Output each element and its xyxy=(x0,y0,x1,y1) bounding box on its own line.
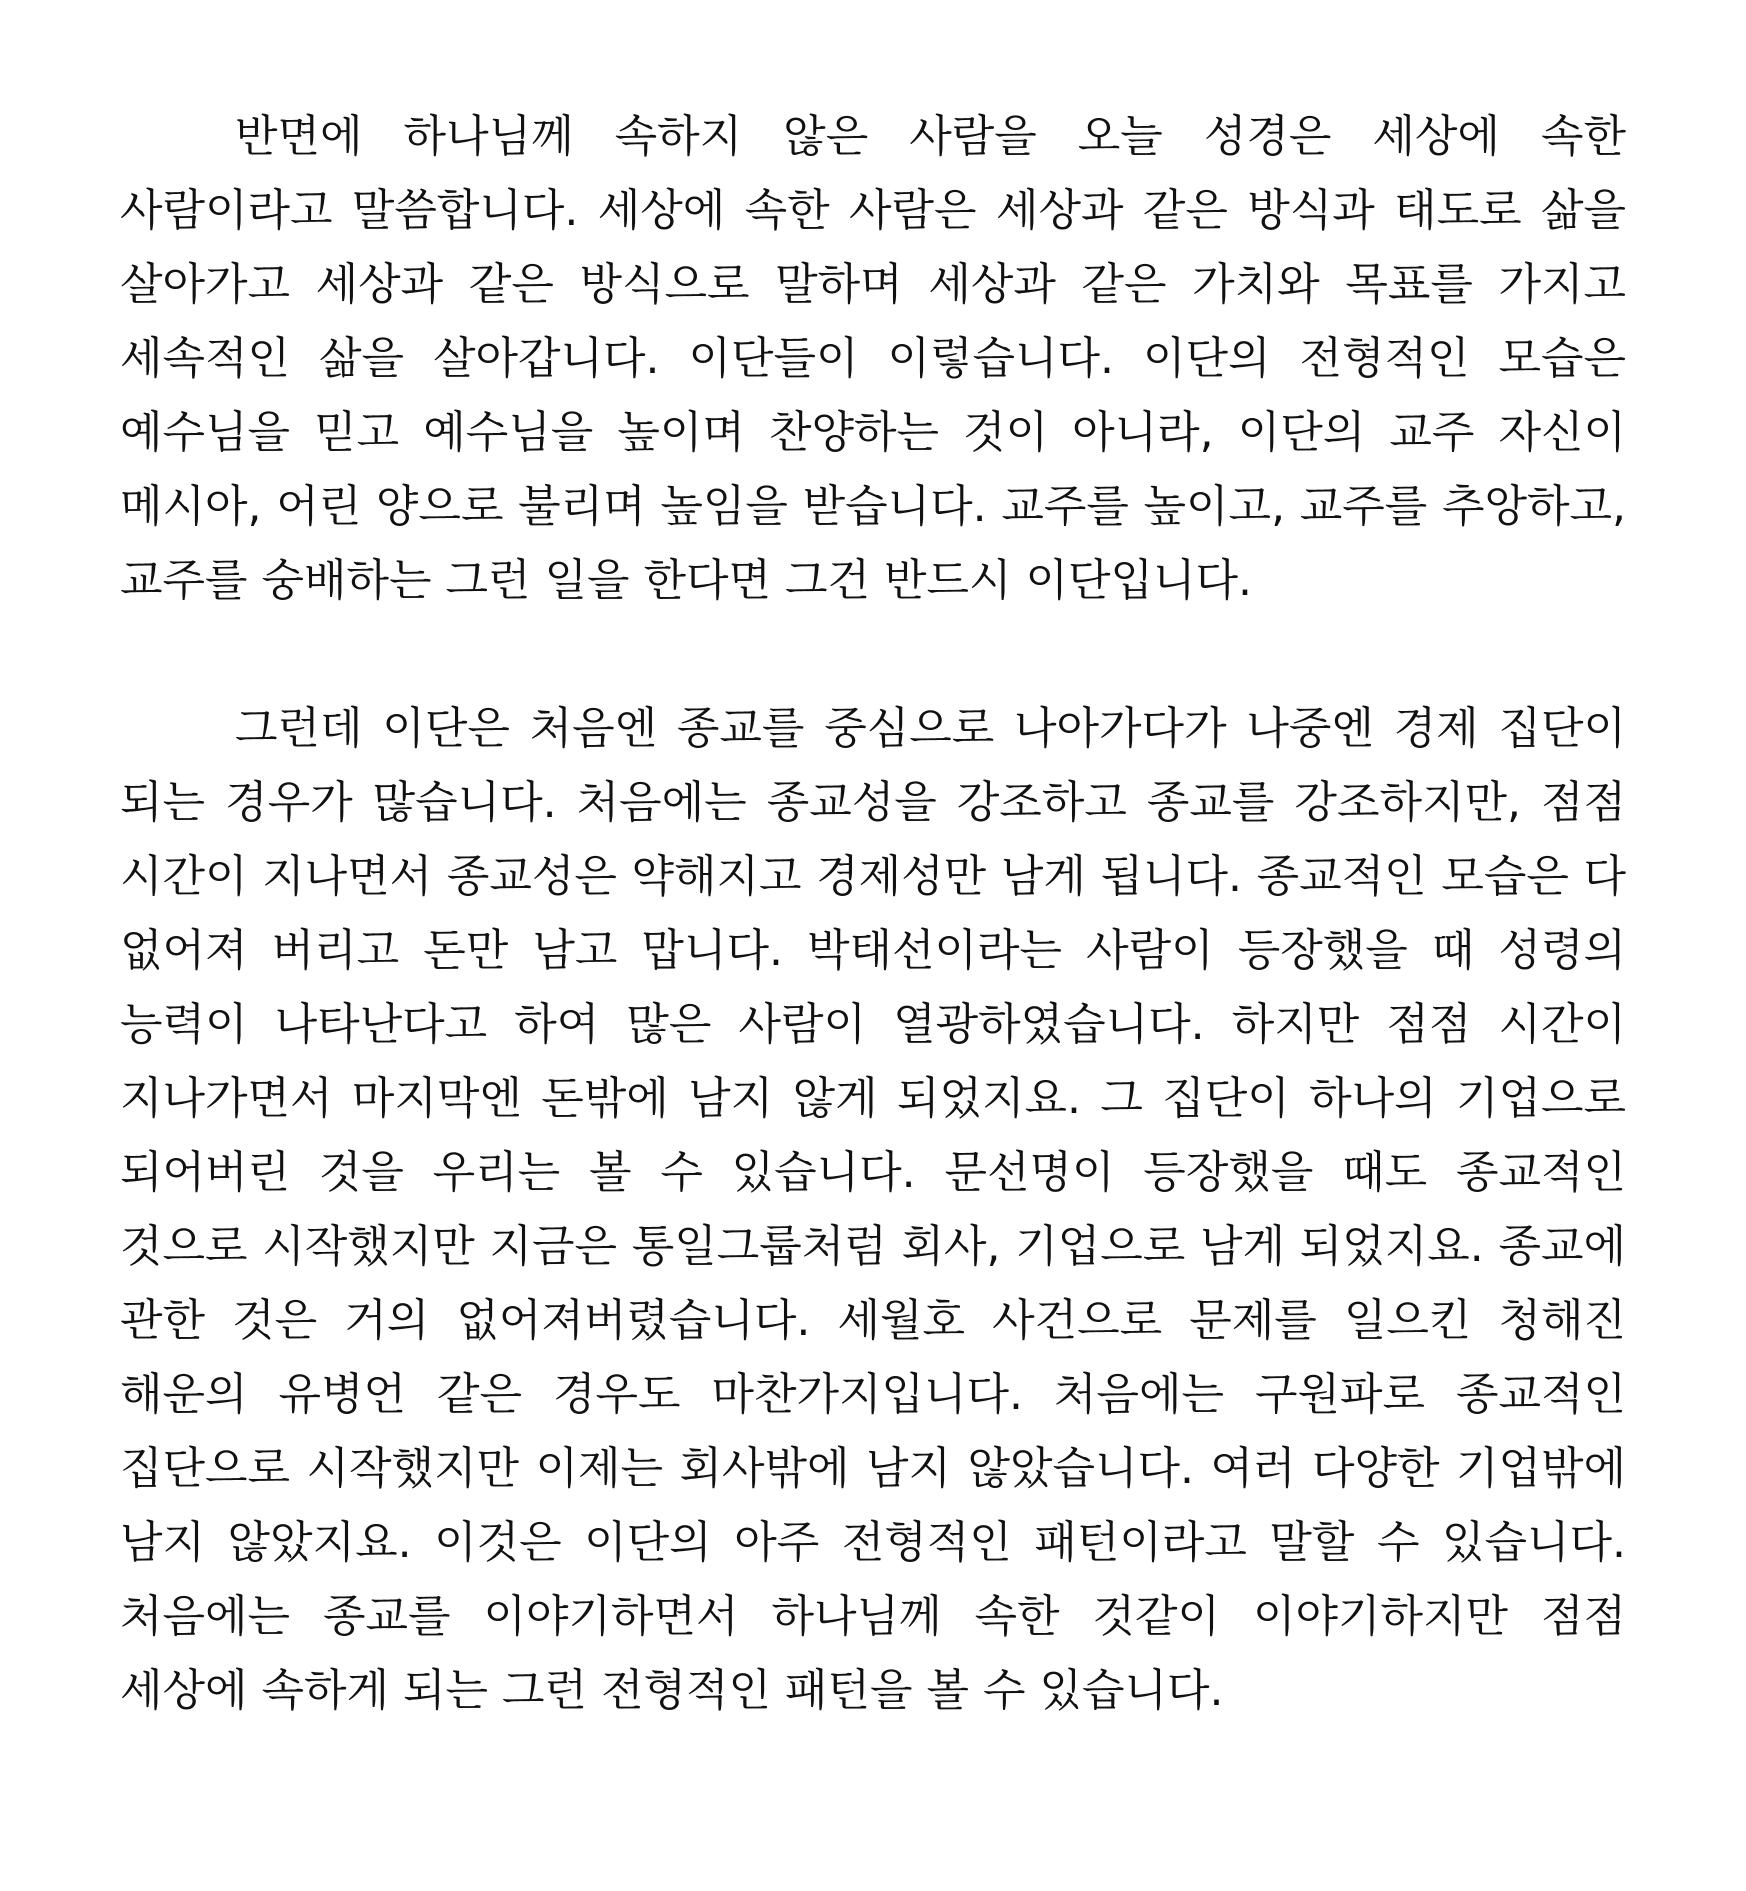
paragraph-1: 반면에 하나님께 속하지 않은 사람을 오늘 성경은 세상에 속한 사람이라고 말씀합니다. 세상에 속한 사람은 세상과 같은 방식과 태도로 삶을 살아가고 세상과 같은 방식으로 말하며 세상과 같은 가치와 목표를 가지고 세속적인 삶을 살아갑니다. 이단들이 이렇습니다. 이단의 전형적인 모습은 예수님을 믿고 예수님을 높이며 찬양하는 것이 아니라, 이단의 교주 자신이 메시아, 어린 양으로 불리며 높임을 받습니다. 교주를 높이고, 교주를 추앙하고, 교주를 숭배하는 그런 일을 한다면 그건 반드시 이단입니다. xyxy=(120,111,1626,606)
paragraph-2: 그런데 이단은 처음엔 종교를 중심으로 나아가다가 나중엔 경제 집단이 되는 경우가 많습니다. 처음에는 종교성을 강조하고 종교를 강조하지만, 점점 시간이 지나면서 종교성은 약해지고 경제성만 남게 됩니다. 종교적인 모습은 다 없어져 버리고 돈만 남고 맙니다. 박태선이라는 사람이 등장했을 때 성령의 능력이 나타난다고 하여 많은 사람이 열광하였습니다. 하지만 점점 시간이 지나가면서 마지막엔 돈밖에 남지 않게 되었지요. 그 집단이 하나의 기업으로 되어버린 것을 우리는 볼 수 있습니다. 문선명이 등장했을 때도 종교적인 것으로 시작했지만 지금은 통일그룹처럼 회사, 기업으로 남게 되었지요. 종교에 관한 것은 거의 없어져버렸습니다. 세월호 사건으로 문제를 일으킨 청해진 해운의 유병언 같은 경우도 마찬가지입니다. 처음에는 구원파로 종교적인 집단으로 시작했지만 이제는 회사밖에 남지 않았습니다. 여러 다양한 기업밖에 남지 않았지요. 이것은 이단의 아주 전형적인 패턴이라고 말할 수 있습니다. 처음에는 종교를 이야기하면서 하나님께 속한 것같이 이야기하지만 점점 세상에 속하게 되는 그런 전형적인 패턴을 볼 수 있습니다. xyxy=(120,703,1626,1716)
document-page xyxy=(120,100,1626,1728)
